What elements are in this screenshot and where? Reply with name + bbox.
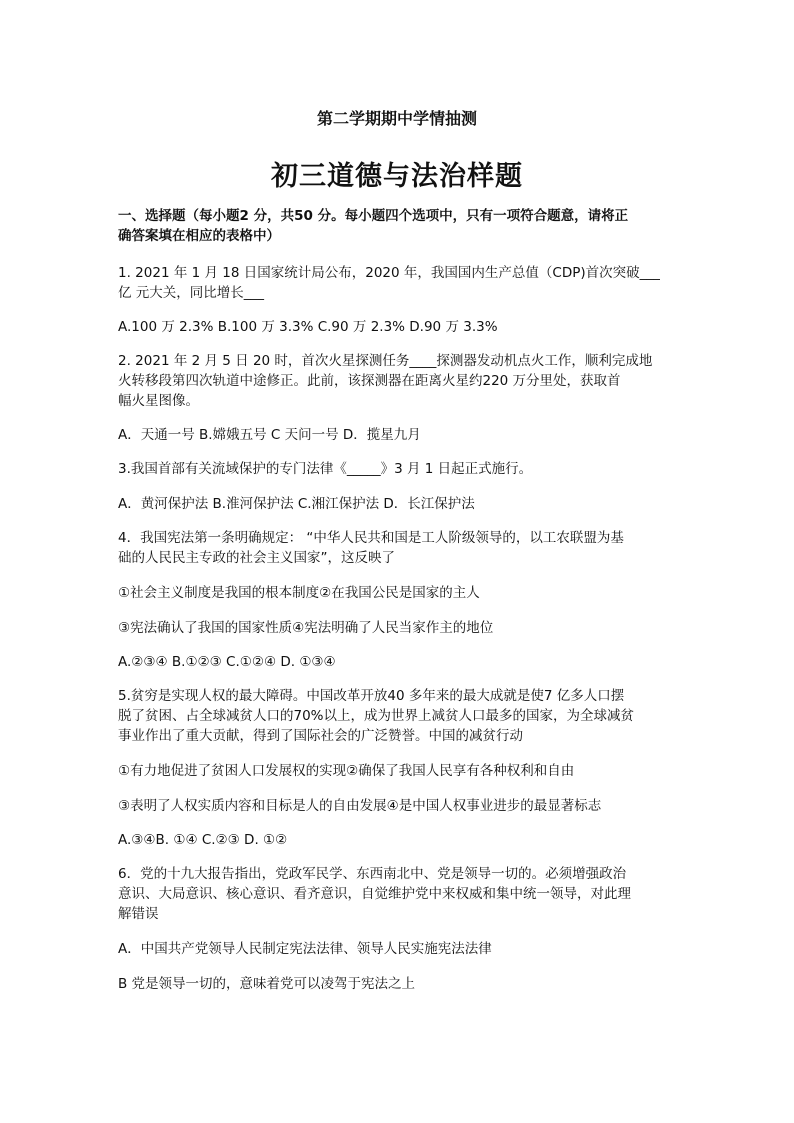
q5-stem-line1: 5.贫穷是实现人权的最大障碍。中国改革开放40 多年来的最大成就是使7 亿多人口摆 (118, 688, 625, 704)
q4-stem-line1: 4．我国宪法第一条明确规定： “中华人民共和国是工人阶级领导的，以工农联盟为基 (118, 530, 624, 546)
section-heading-line1: 一、选择题（每小题2 分，共50 分。每小题四个选项中，只有一项符合题意，请将正 (118, 208, 629, 224)
q5-options: A.③④B. ①④ C.②③ D. ①② (118, 832, 288, 848)
q4-options: A.②③④ B.①②③ C.①②④ D. ①③④ (118, 654, 336, 670)
q6-stem-line3: 解错误 (118, 906, 159, 922)
q1-options: A.100 万 2.3% B.100 万 3.3% C.90 万 2.3% D.90 万 3.3% (118, 319, 498, 335)
q3-options: A．黄河保护法 B.淮河保护法 C.湘江保护法 D．长江保护法 (118, 496, 475, 512)
q4-statement-line1: ①社会主义制度是我国的根本制度②在我国公民是国家的主人 (118, 585, 480, 601)
q5-statement-line1: ①有力地促进了贫困人口发展权的实现②确保了我国人民享有各种权利和自由 (118, 763, 575, 779)
section-heading-line2: 确答案填在相应的表格中） (118, 228, 280, 244)
q6-option-a: A．中国共产党领导人民制定宪法法律、领导人民实施宪法法律 (118, 941, 492, 957)
q5-stem-line3: 事业作出了重大贡献，得到了国际社会的广泛赞誉。中国的减贫行动 (118, 728, 523, 744)
q2-stem-line1: 2. 2021 年 2 月 5 日 20 时，首次火星探测任务____探测器发动机点火工作，顺利完成地 (118, 353, 653, 369)
q4-stem-line2: 础的人民民主专政的社会主义国家”，这反映了 (118, 550, 395, 566)
q2-options: A．天通一号 B.嫦娥五号 C 天问一号 D．揽星九月 (118, 427, 421, 443)
exam-subtitle: 第二学期期中学情抽测 (316, 109, 477, 128)
q2-stem-line2: 火转移段第四次轨道中途修正。此前，该探测器在距离火星约220 万分里处，获取首 (118, 373, 621, 389)
q4-statement-line2: ③宪法确认了我国的国家性质④宪法明确了人民当家作主的地位 (118, 620, 494, 636)
q1-stem-line2: 亿 元大关，同比增长___ (118, 285, 265, 301)
q6-stem-line2: 意识、大局意识、核心意识、看齐意识，自觉维护党中来权威和集中统一领导，对此理 (118, 886, 631, 902)
q6-stem-line1: 6．党的十九大报告指出，党政军民学、东西南北中、党是领导一切的。必须增强政治 (118, 866, 627, 882)
q6-option-b: B 党是领导一切的，意味着党可以凌驾于宪法之上 (118, 976, 416, 992)
q5-statement-line2: ③表明了人权实质内容和目标是人的自由发展④是中国人权事业进步的最显著标志 (118, 798, 602, 814)
q3-stem: 3.我国首部有关流域保护的专门法律《_____》3 月 1 日起正式施行。 (118, 461, 533, 477)
q2-stem-line3: 幅火星图像。 (118, 393, 199, 409)
exam-title: 初三道德与法治样题 (271, 161, 523, 192)
q1-stem-line1: 1. 2021 年 1 月 18 日国家统计局公布，2020 年，我国国内生产总值（CDP)首次突破___ (118, 265, 660, 281)
q5-stem-line2: 脱了贫困、占全球减贫人口的70%以上，成为世界上减贫人口最多的国家，为全球减贫 (118, 708, 635, 724)
